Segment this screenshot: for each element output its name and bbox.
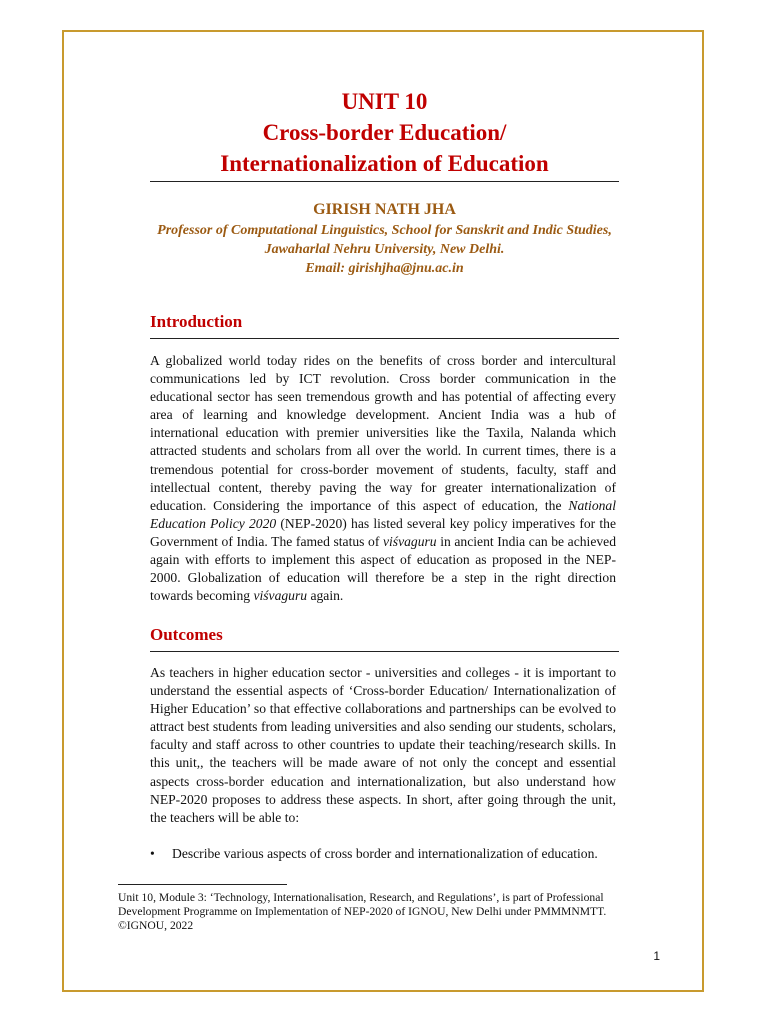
- introduction-heading: Introduction: [150, 312, 619, 339]
- author-block: [150, 200, 619, 278]
- title-line-2: Internationalization of Education: [220, 151, 549, 176]
- footnote-divider: [118, 884, 287, 885]
- intro-term-2: viśvaguru: [253, 588, 308, 604]
- introduction-paragraph: [150, 352, 616, 605]
- intro-text-a: A globalized world today rides on the benefits of cross border and intercultural communications led by ICT revolution. Cross border communication in the educational sector has seen tremendous growth and has potential of affecting every area of learning and knowledge development. Ancient India was a hub of international education with premier universities like the Taxila, Nalanda which attracted students and scholars from all over the world. In current times, there is a tremendous potential for cross-border movement of students, faculty, staff and intellectual content, thereby paving the way for greater internationalization of education. Considering the importance of this aspect of education, the: [150, 353, 616, 513]
- title-line-1: Cross-border Education/: [262, 120, 507, 145]
- intro-text-d: again.: [307, 588, 344, 604]
- footnote: Unit 10, Module 3: ‘Technology, Internationalisation, Research, and Regulations’, is part of Professional Development Programme on Implementation of NEP-2020 of IGNOU, New Delhi under PMMMNMTT. ©IGNOU, 2022: [118, 891, 607, 932]
- author-affiliation-2: Jawaharlal Nehru University, New Delhi.: [264, 242, 505, 257]
- author-affiliation-1: Professor of Computational Linguistics, School for Sanskrit and Indic Studies,: [157, 223, 612, 238]
- author-name: GIRISH NATH JHA: [313, 201, 456, 218]
- author-email[interactable]: Email: girishjha@jnu.ac.in: [305, 261, 464, 276]
- outcomes-paragraph: As teachers in higher education sector - universities and colleges - it is important to understand the essential aspects of ‘Cross-border Education/ Internationalization of Higher Education’ so that effective collaborations and partnerships can be evolved to attract best students from leading universities and also sending our students, scholars, faculty and staff across to other countries to update their teaching/research skills. In this unit,, the teachers will be made aware of not only the concept and essential aspects cross-border education and internationalization, but also understand how NEP-2020 proposes to address these aspects. In short, after going through the unit, the teachers will be able to:: [150, 665, 616, 825]
- bullet-symbol: •: [150, 846, 155, 861]
- intro-text-b: (NEP-2020) has listed several key policy imperatives for the Government of India. The famed status of: [150, 515, 616, 549]
- page-number: 1: [653, 949, 660, 963]
- intro-text-c: in ancient India can be achieved again with efforts to implement this aspect of education as proposed in the NEP-2000. Globalization of education will therefore be a step in the right direction towards becoming: [150, 533, 616, 604]
- intro-term-1: viśvaguru: [382, 533, 437, 549]
- outcome-bullet-1: [150, 845, 620, 863]
- bullet-text: Describe various aspects of cross border and internationalization of education.: [172, 846, 598, 861]
- intro-policy-name: National Education Policy 2020: [150, 497, 616, 531]
- unit-number: UNIT 10: [341, 89, 428, 114]
- title-divider: [150, 181, 619, 182]
- unit-title: [150, 86, 619, 179]
- outcomes-heading: Outcomes: [150, 625, 619, 652]
